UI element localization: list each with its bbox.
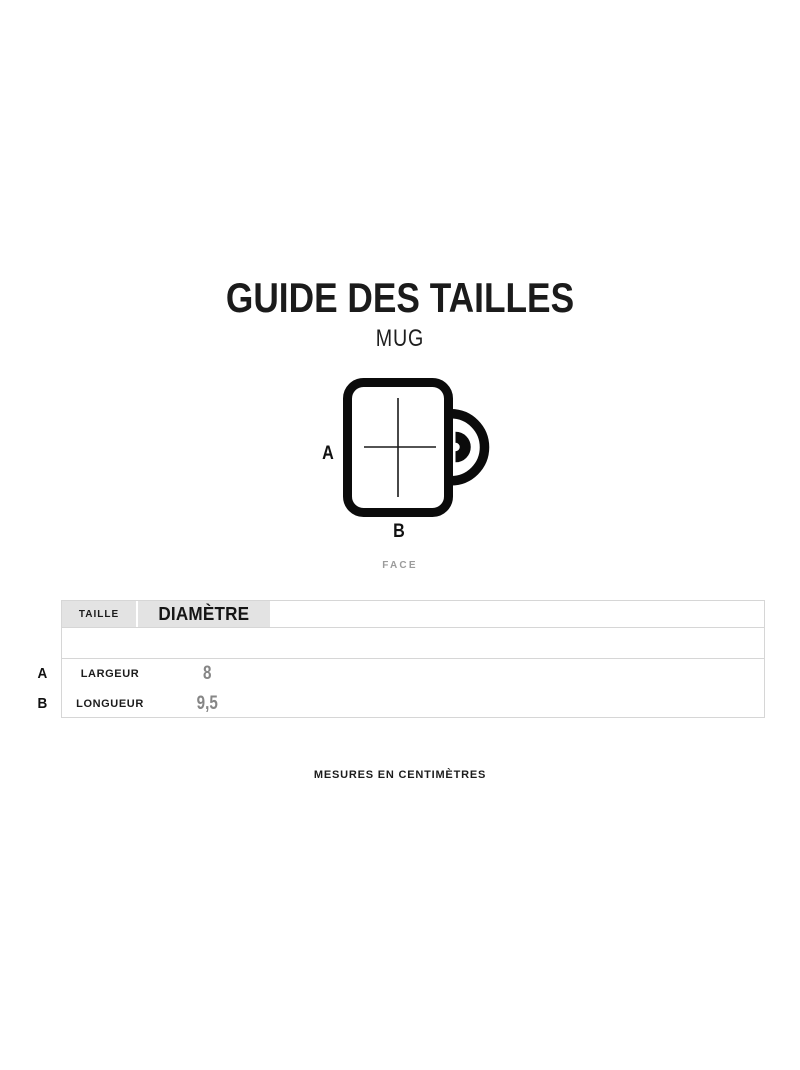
column-header-diameter (138, 601, 270, 627)
diagram-label-a: A (322, 443, 334, 464)
column-header-size-label: TAILLE (78, 608, 120, 620)
row-key-a-label: A (37, 665, 47, 682)
dimension-value-cell (139, 689, 275, 719)
dimension-value: 8 (202, 663, 212, 684)
column-header-diameter-label: DIAMÈTRE (158, 603, 250, 624)
view-label: FACE (382, 560, 418, 571)
dimension-name-cell: LARGEUR (80, 668, 140, 680)
units-note: MESURES EN CENTIMÈTRES (313, 769, 487, 781)
table-header-row (62, 601, 764, 628)
table-row (62, 689, 764, 719)
mug-diagram-icon (335, 370, 495, 525)
page-title: GUIDE DES TAILLES (225, 274, 575, 321)
product-name: MUG (375, 325, 425, 352)
dimension-value-cell (139, 659, 275, 689)
dimension-name-cell: LONGUEUR (76, 698, 144, 710)
row-key-b (28, 689, 56, 719)
row-key-b-label: B (37, 695, 47, 712)
table-row (62, 659, 764, 689)
table-spacer-row (62, 628, 764, 659)
diagram-label-b: B (393, 521, 405, 542)
column-header-size (62, 601, 136, 627)
size-table (61, 600, 765, 718)
row-key-a (28, 659, 56, 689)
dimension-value: 9,5 (196, 693, 218, 714)
